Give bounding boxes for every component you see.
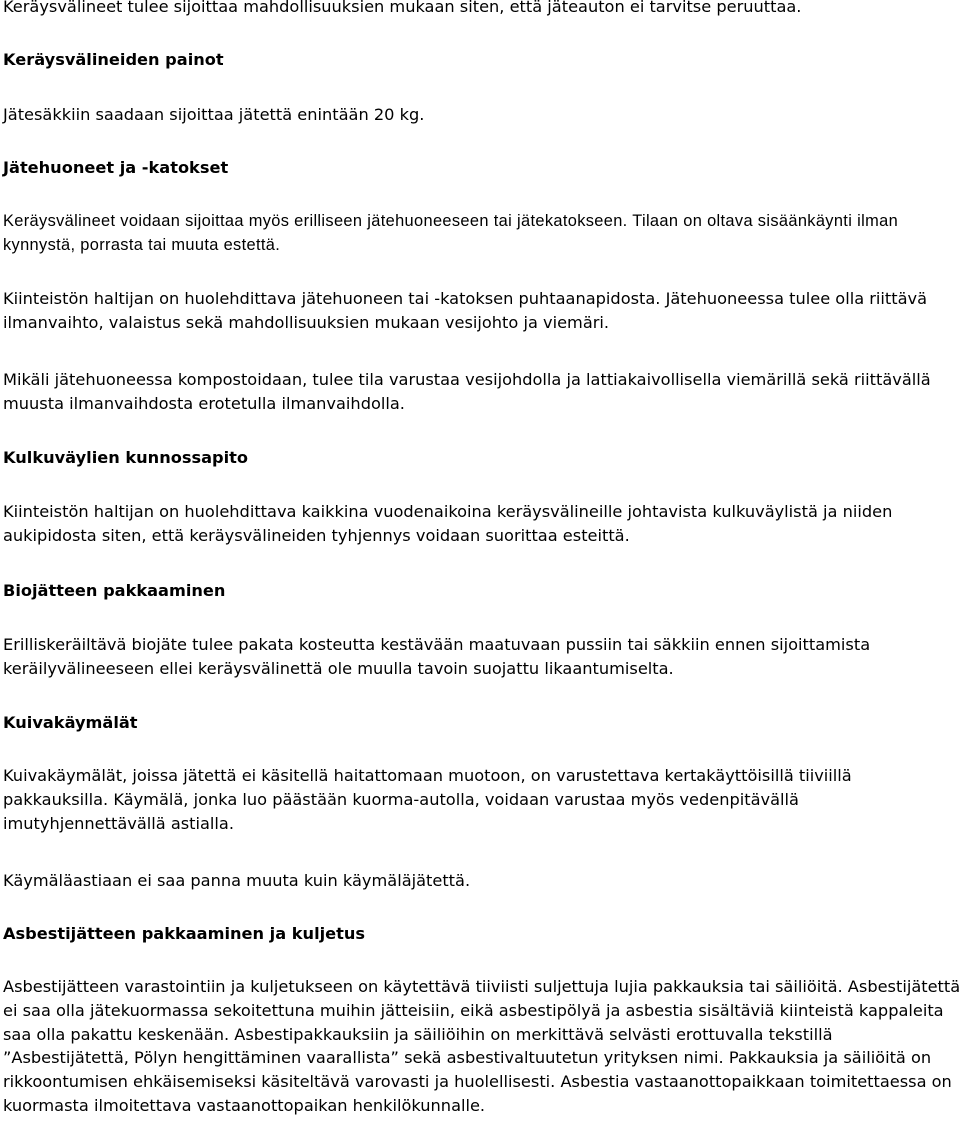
heading-pathway-maintenance: Kulkuväylien kunnossapito: [3, 448, 249, 467]
paragraph-pathways: Kiinteistön haltijan on huolehdittava kaikkina vuodenaikoina keräysvälineille johtavista kulkuväylistä ja niiden aukipidosta siten, että keräysvälineiden tyhjennys voidaan suorittaa esteittä.: [3, 502, 893, 545]
heading-dry-toilets: Kuivakäymälät: [3, 713, 138, 732]
heading-asbestos: Asbestijätteen pakkaaminen ja kuljetus: [3, 924, 366, 943]
paragraph-toilet-container: Käymäläastiaan ei saa panna muuta kuin käymäläjätettä.: [3, 871, 471, 890]
heading-waste-rooms: Jätehuoneet ja -katokset: [3, 158, 229, 177]
heading-container-weights: Keräysvälineiden painot: [3, 50, 224, 69]
paragraph-composting: Mikäli jätehuoneessa kompostoidaan, tulee tila varustaa vesijohdolla ja lattiakaivollisella viemärillä sekä riittävällä muusta ilmanvaihdosta erotetulla ilmanvaihdolla.: [3, 370, 931, 413]
paragraph-biowaste: Erilliskeräiltävä biojäte tulee pakata kosteutta kestävään maatuvaan pussiin tai säkkiin ennen sijoittamista keräilyvälineeseen ellei keräysvälinettä ole muulla tavoin suojattu likaantumiselta.: [3, 635, 871, 678]
paragraph-sack-weight: Jätesäkkiin saadaan sijoittaa jätettä enintään 20 kg.: [3, 105, 425, 124]
paragraph-waste-room-maintenance: Kiinteistön haltijan on huolehdittava jätehuoneen tai -katoksen puhtaanapidosta. Jätehuoneessa tulee olla riittävä ilmanvaihto, valaistus sekä mahdollisuuksien mukaan vesijohto ja viemäri.: [3, 289, 928, 332]
paragraph-asbestos: Asbestijätteen varastointiin ja kuljetukseen on käytettävä tiiviisti suljettuja lujia pakkauksia tai säiliöitä. Asbestijätettä ei saa olla jätekuormassa sekoitettuna muihin jätteisiin, eikä asbestipölyä ja asbestia sisältäviä kiinteistä kappaleita saa olla pakattu keskenään. Asbestipakkauksiin ja säiliöihin on merkittävä selvästi erottuvalla tekstillä ”Asbestijätettä, Pölyn hengittäminen vaarallista” sekä asbestivaltuutetun yrityksen nimi. Pakkauksia ja säiliöitä on rikkoontumisen ehkäisemiseksi käsiteltävä varovasti ja huolellisesti. Asbestia vastaanottopaikkaan toimitettaessa on kuormasta ilmoitettava vastaanottopaikan henkilökunnalle.: [3, 977, 960, 1115]
heading-biowaste-packaging: Biojätteen pakkaaminen: [3, 581, 226, 600]
paragraph-collection-placement: Keräysvälineet tulee sijoittaa mahdollisuuksien mukaan siten, että jäteauton ei tarvitse peruuttaa.: [3, 0, 802, 16]
paragraph-waste-room-access: Keräysvälineet voidaan sijoittaa myös erilliseen jätehuoneeseen tai jätekatokseen. Tilaan on oltava sisäänkäynti ilman kynnystä, porrasta tai muuta estettä.: [3, 212, 899, 254]
paragraph-dry-toilets: Kuivakäymälät, joissa jätettä ei käsitellä haitattomaan muotoon, on varustettava kertakäyttöisillä tiiviillä pakkauksilla. Käymälä, jonka luo päästään kuorma-autolla, voidaan varustaa myös vedenpitävällä imutyhjennettävällä astialla.: [3, 766, 852, 833]
